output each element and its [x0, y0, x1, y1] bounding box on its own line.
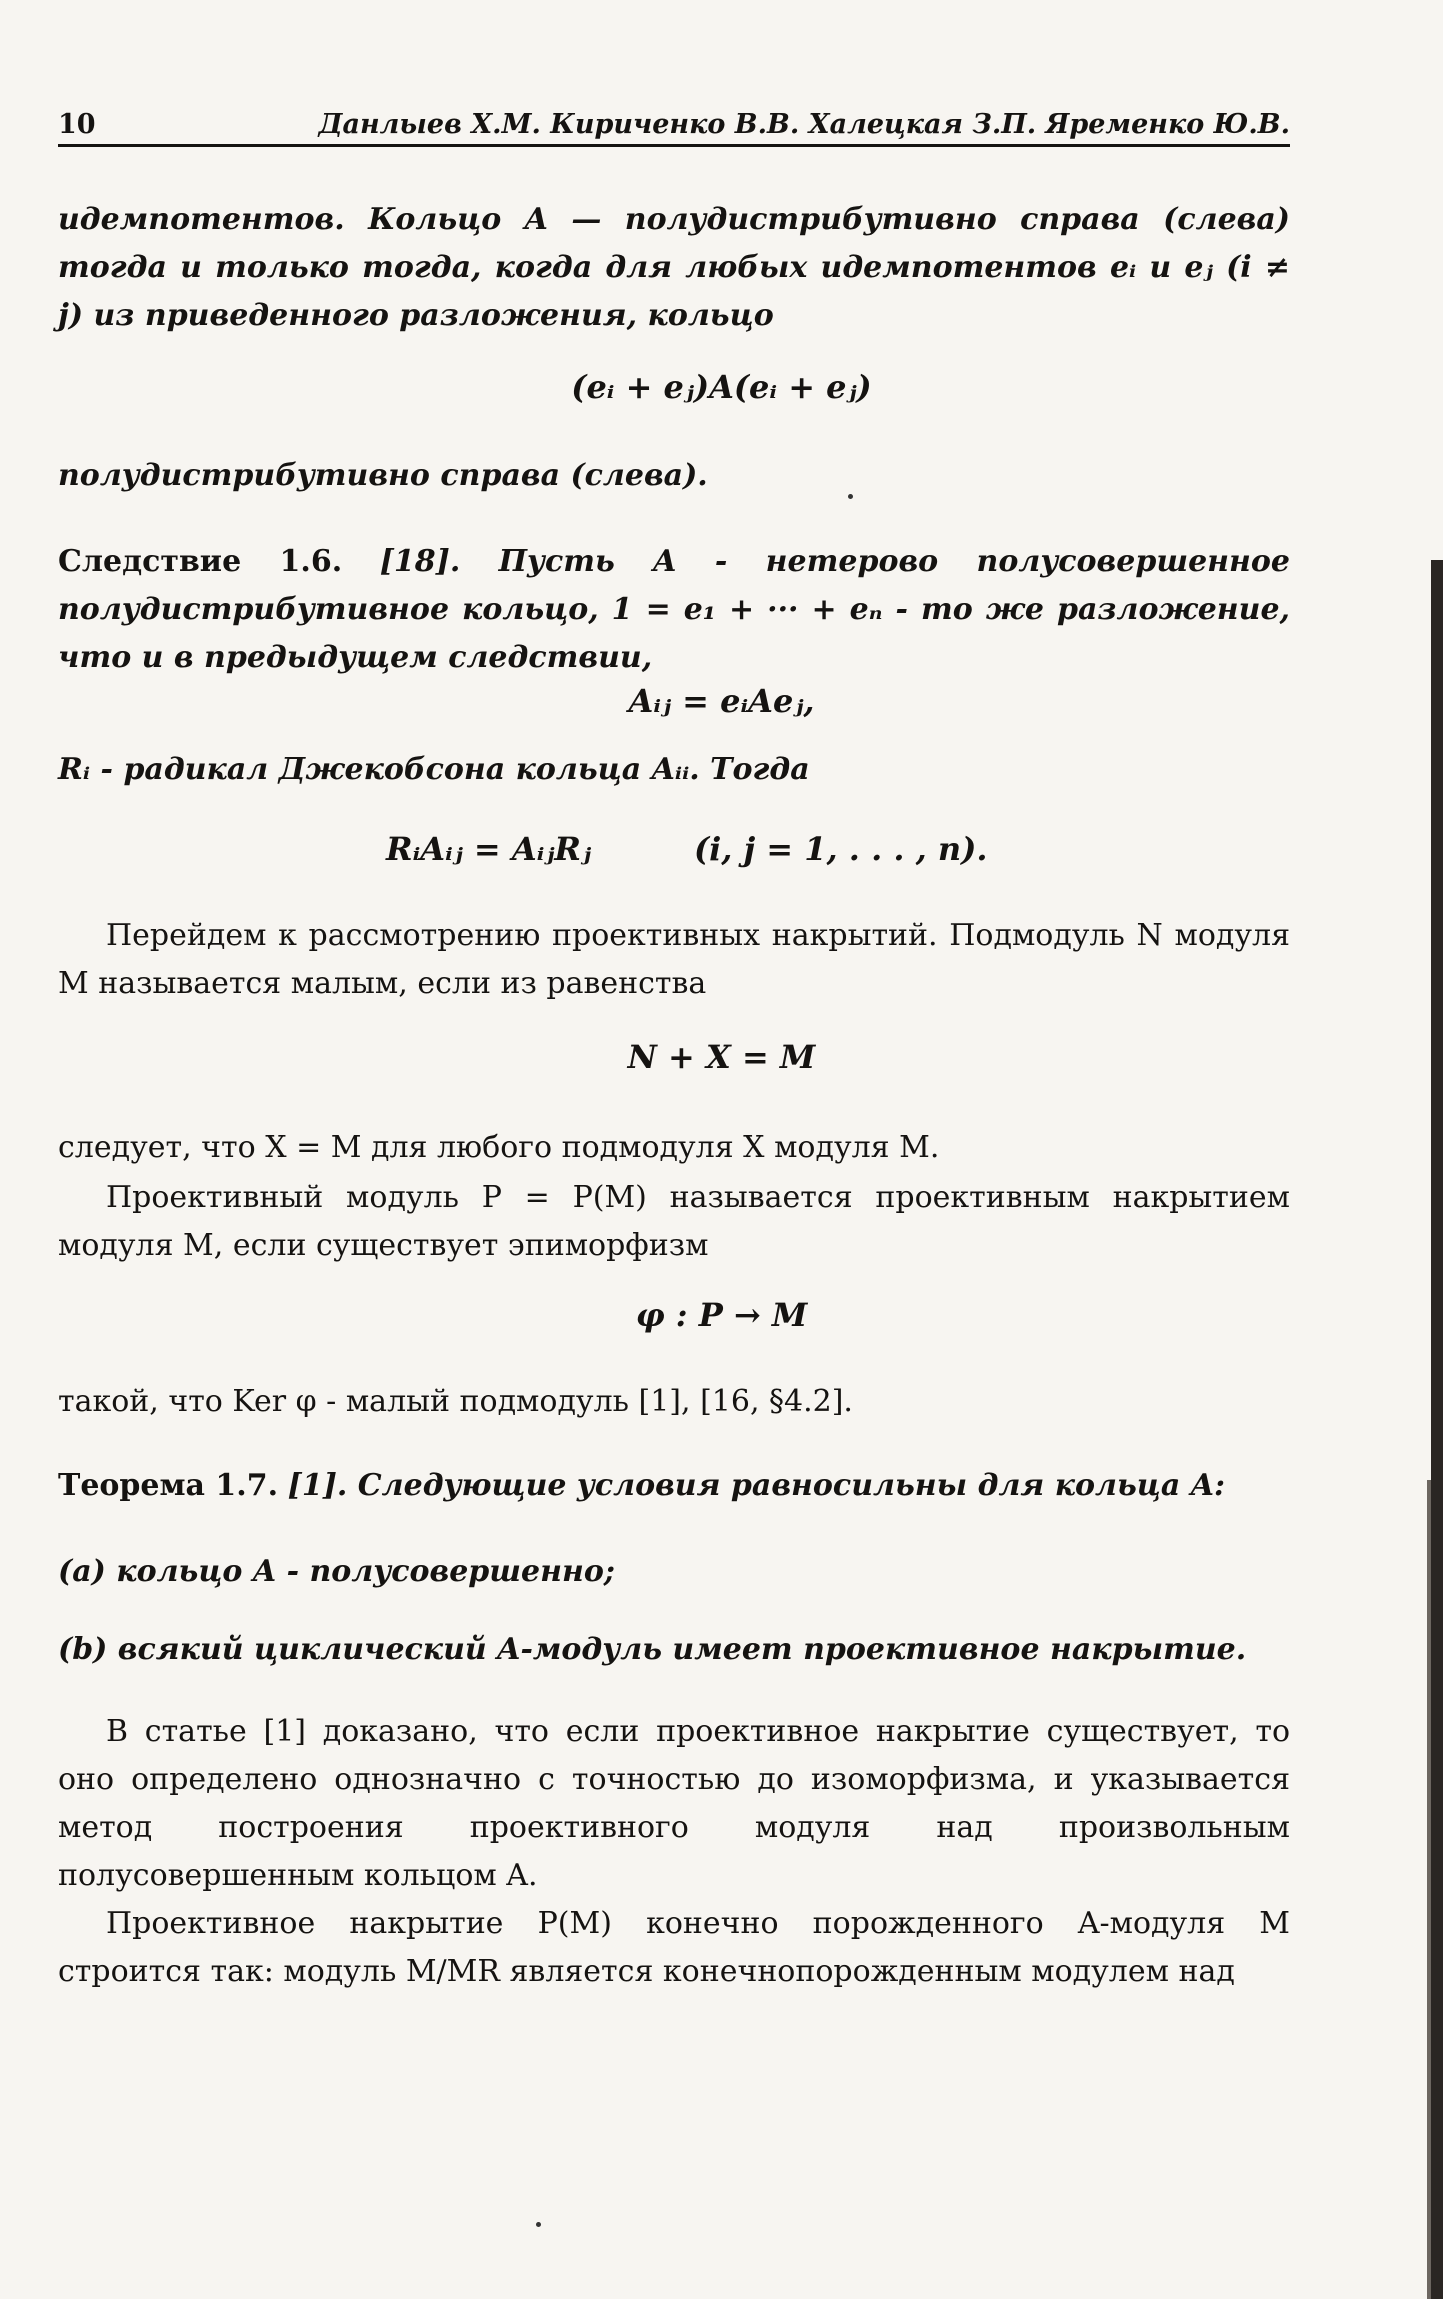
paragraph-small-submodule: Перейдем к рассмотрению проективных накрытий. Подмодуль N модуля M называется малым, если из равенства [58, 918, 1290, 1001]
page-number: 10 [58, 109, 96, 140]
equation-epimorphism: φ : P → M [635, 1296, 808, 1334]
scan-speck [536, 2222, 541, 2227]
equation-index-range: (i, j = 1, . . . , n). [694, 830, 988, 868]
paragraph-semidistributive: полудистрибутивно справа (слева). [58, 458, 708, 493]
paragraph-projective-cover: Проективный модуль P = P(M) называется проективным накрытием модуля M, если существует эпиморфизм [58, 1180, 1290, 1263]
equation-radical-relation: RᵢAᵢⱼ = AᵢⱼRⱼ [386, 830, 591, 868]
theorem-text: [1]. Следующие условия равносильны для кольца A: [287, 1468, 1226, 1503]
equation-n-plus-x: N + X = M [627, 1038, 816, 1076]
theorem-item-a: (a) кольцо A - полусовершенно; [58, 1554, 615, 1589]
equation-corner-ring: (eᵢ + eⱼ)A(eᵢ + eⱼ) [571, 368, 872, 406]
scan-edge-line [1427, 1480, 1431, 2299]
corollary-1-6 [58, 538, 1290, 682]
paragraph-follows: следует, что X = M для любого подмодуля X модуля M. [58, 1130, 940, 1165]
theorem-1-7 [58, 1462, 1290, 1510]
corollary-text: [18]. Пусть A - нетерово полусовершенное полудистрибутивное кольцо, 1 = e₁ + ··· + eₙ - то же разложение, что и в предыдущем следствии, [58, 544, 1290, 675]
paragraph-article: В статье [1] доказано, что если проективное накрытие существует, то оно определено однозначно с точностью до изоморфизма, и указывается метод построения проективного модуля над произвольным полусовершенным кольцом A. [58, 1714, 1290, 1893]
paragraph-jacobson-radical: Rᵢ - радикал Джекобсона кольца Aᵢᵢ. Тогда [58, 752, 810, 787]
theorem-label: Теорема 1.7. [58, 1468, 279, 1503]
header-authors: Данлыев Х.М. Кириченко В.В. Халецкая З.П. Яременко Ю.В. [318, 109, 1290, 140]
theorem-item-b: (b) всякий циклический A-модуль имеет проективное накрытие. [58, 1632, 1247, 1667]
paragraph-idempotents: идемпотентов. Кольцо A — полудистрибутивно справа (слева) тогда и только тогда, когда для любых идемпотентов eᵢ и eⱼ (i ≠ j) из приведенного разложения, кольцо [58, 202, 1290, 333]
paragraph-construction: Проективное накрытие P(M) конечно порожденного A-модуля M строится так: модуль M/MR является конечнопорожденным модулем над [58, 1906, 1290, 1989]
running-header [58, 108, 1290, 147]
paragraph-kernel: такой, что Ker φ - малый подмодуль [1], [16, §4.2]. [58, 1384, 853, 1419]
equation-aij: Aᵢⱼ = eᵢAeⱼ, [628, 682, 815, 720]
scan-edge-shadow [1431, 560, 1443, 2299]
scan-speck [848, 494, 853, 499]
corollary-label: Следствие 1.6. [58, 544, 343, 579]
